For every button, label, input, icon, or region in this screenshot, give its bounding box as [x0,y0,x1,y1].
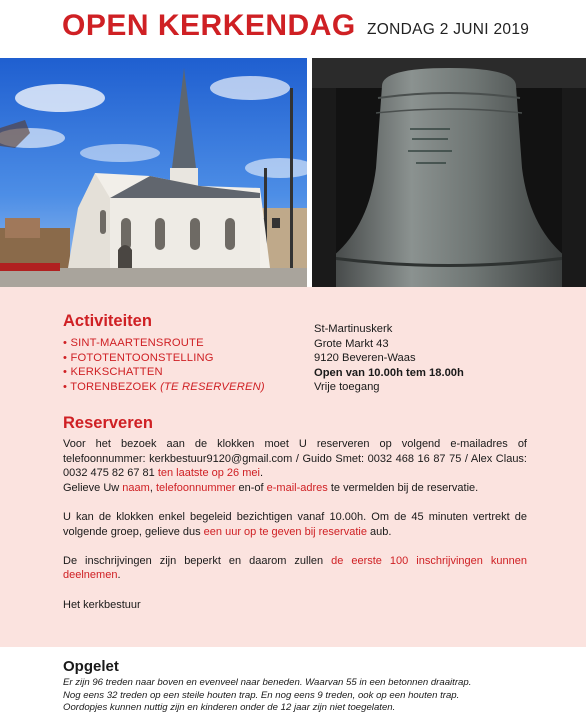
caution-line: Oordopjes kunnen nuttig zijn en kinderen onder de 12 jaar zijn niet toegelaten. [63,702,396,714]
activities-heading: Activiteiten [63,312,152,330]
church-name: St-Martinuskerk [314,323,393,335]
church-address [314,322,464,395]
header [0,0,586,58]
photo-strip [0,58,586,287]
reservation-groups: U kan de klokken enkel begeleid bezichtigen vanaf 10.00h. Om de 45 minuten vertrekt de volgende groep, gelieve dus een uur op te geven bij reservatie aub. [63,510,527,538]
reservation-details: Gelieve Uw naam, telefoonnummer en-of e-mail-adres te vermelden bij de reservatie. [63,481,479,494]
caution-line: Nog eens 32 treden op een steile houten trap. En nog eens 9 treden, ook op een houten trap. [63,689,460,701]
street-address: Grote Markt 43 [314,337,389,350]
signature: Het kerkbestuur [63,598,141,611]
caution-line: Er zijn 96 treden naar boven en evenveel naar beneden. Waarvan 55 in een betonnen draaitrap. [63,677,472,688]
bell-photo [312,58,586,287]
reservation-limit: De inschrijvingen zijn beperkt en daarom zullen de eerste 100 inschrijvingen kunnen deelnemen. [63,554,527,582]
entry-note: Vrije toegang [314,381,380,394]
caution-text [63,677,553,715]
list-item: • KERKSCHATTEN [63,365,265,380]
list-item: • SINT-MAARTENSROUTE [63,336,265,351]
list-item: • FOTOTENTOONSTELLING [63,351,265,366]
caution-heading: Opgelet [63,658,119,675]
reservation-body [63,437,527,627]
activities-list [63,336,265,394]
city-address: 9120 Beveren-Waas [314,352,416,365]
page-title: OPEN KERKENDAG [62,9,356,42]
info-panel [0,287,586,647]
church-photo [0,58,307,287]
list-item: • TORENBEZOEK (TE RESERVEREN) [63,380,265,395]
reservation-heading: Reserveren [63,414,153,432]
event-date: ZONDAG 2 JUNI 2019 [367,21,530,38]
opening-hours: Open van 10.00h tem 18.00h [314,366,464,379]
reservation-contact: Voor het bezoek aan de klokken moet U reserveren op volgend e-mailadres of telefoonnummer: kerkbestuur9120@gmail.com / Guido Smet: 0032 468 16 87 75 / Alex Claus: 0032 475 82 67 81 ten laatste op 26 mei. [63,438,527,480]
caution-section [0,647,586,727]
